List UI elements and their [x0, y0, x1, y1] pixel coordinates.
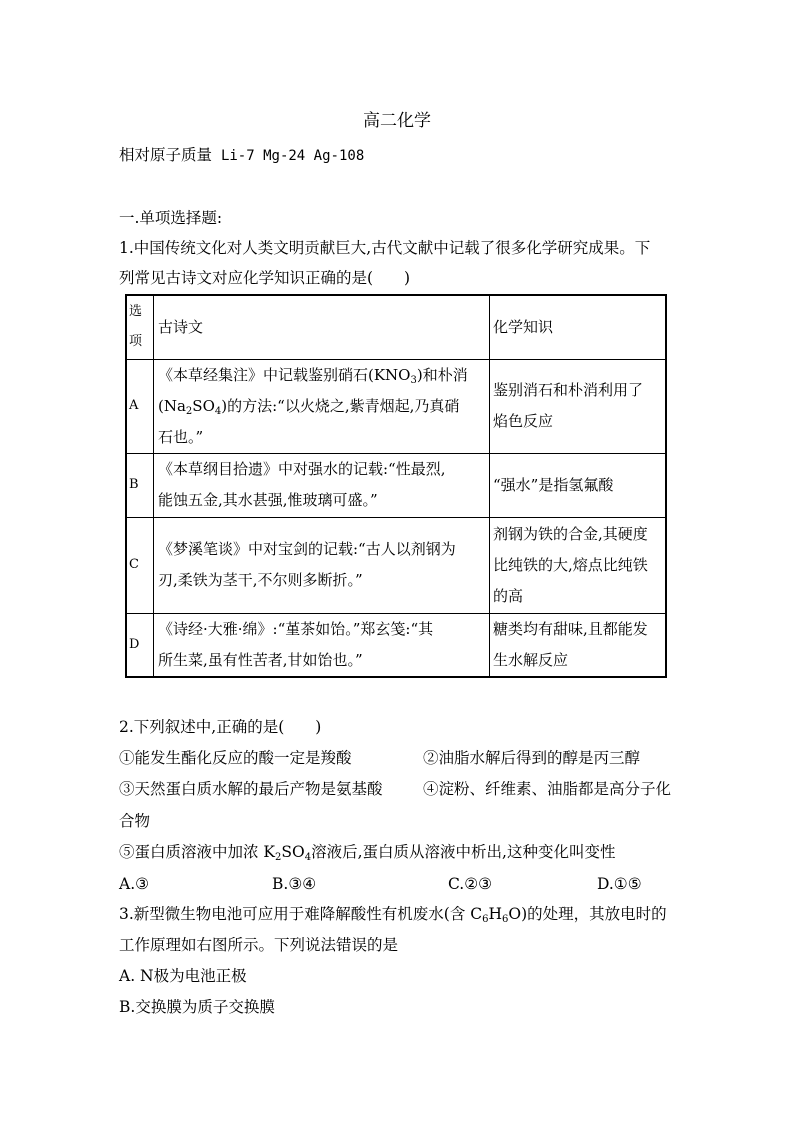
poem-text: (Na	[158, 396, 186, 415]
poem-text: )和朴消	[416, 365, 468, 384]
q2-choice-d: D.①⑤	[597, 875, 642, 893]
q2-stem: 2.下列叙述中,正确的是( )	[119, 718, 322, 736]
section-heading: 一.单项选择题:	[119, 209, 223, 227]
poem-line	[158, 391, 486, 422]
q2-statement-2: ②油脂水解后得到的醇是丙三醇	[423, 749, 641, 767]
atomic-mass-line	[119, 145, 364, 166]
table-header-row	[126, 295, 666, 359]
row-poem	[154, 613, 490, 677]
subscript: 2	[275, 852, 282, 863]
q2-choice-a: A.③	[119, 875, 150, 893]
row-poem	[154, 453, 490, 517]
knowledge-line: 鉴别消石和朴消利用了	[493, 381, 644, 399]
row-knowledge	[490, 453, 667, 517]
q2-statement-4-line2: 合物	[119, 812, 151, 830]
poem-line: 石也。”	[158, 427, 204, 446]
q3-stem-line1	[119, 904, 667, 924]
knowledge-line: 焰色反应	[493, 412, 554, 430]
q3-option-b: B.交换膜为质子交换膜	[119, 998, 275, 1016]
row-poem	[154, 359, 490, 453]
poem-line: 所生菜,虽有性苦者,甘如饴也。”	[158, 650, 363, 669]
atomic-mass-label: 相对原子质量	[119, 146, 213, 164]
q1-table	[125, 294, 667, 678]
stem-text: O)的处理，其放电时的	[508, 905, 667, 923]
header-option-cell	[126, 295, 154, 359]
q2-choice-c: C.②③	[448, 875, 493, 893]
q2-statement-1: ①能发生酯化反应的酸一定是羧酸	[119, 749, 352, 767]
subscript: 4	[214, 405, 222, 417]
subscript: 3	[410, 374, 417, 386]
knowledge-line: 生水解反应	[493, 650, 569, 669]
statement-text: ⑤蛋白质溶液中加浓 K	[119, 843, 276, 861]
poem-line	[158, 360, 486, 391]
q2-statement-3: ③天然蛋白质水解的最后产物是氨基酸	[119, 780, 383, 798]
knowledge-line: 比纯铁的大,熔点比纯铁	[493, 555, 648, 574]
table-row	[126, 517, 666, 613]
row-knowledge	[490, 613, 667, 677]
q2-statement-4-line1: ④淀粉、纤维素、油脂都是高分子化	[423, 780, 672, 798]
table-row	[126, 359, 666, 453]
q1-stem-line1: 1.中国传统文化对人类文明贡献巨大,古代文献中记载了很多化学研究成果。下	[119, 239, 651, 257]
atomic-mass-values: Li-7 Mg-24 Ag-108	[220, 148, 365, 164]
row-knowledge	[490, 359, 667, 453]
poem-line: 刃,柔铁为茎干,不尔则多断折。”	[158, 571, 363, 589]
poem-line: 《诗经·大雅·绵》:“堇茶如饴。”郑玄笺:“其	[158, 619, 434, 638]
q1-stem-line2: 列常见古诗文对应化学知识正确的是( )	[119, 269, 411, 287]
subscript: 6	[502, 914, 509, 925]
poem-line: 《梦溪笔谈》中对宝剑的记载:“古人以剂钢为	[158, 540, 456, 558]
poem-text: )的方法:“以火烧之,紫青烟起,乃真硝	[221, 396, 460, 415]
row-option: C	[126, 517, 154, 613]
poem-text: SO	[192, 396, 215, 415]
subscript: 2	[185, 405, 193, 417]
q3-stem-line2: 工作原理如右图所示。下列说法错误的是	[119, 936, 399, 954]
poem-line: 能蚀五金,其水甚强,惟玻璃可盛。”	[158, 491, 378, 509]
stem-text: 3.新型微生物电池可应用于难降解酸性有机废水(含 C	[119, 905, 483, 923]
header-knowledge: 化学知识	[490, 295, 667, 359]
table-row	[126, 613, 666, 677]
knowledge-line: “强水”是指氢氟酸	[493, 475, 614, 494]
page-title: 高二化学	[363, 111, 431, 131]
row-option: D	[126, 613, 154, 677]
row-poem	[154, 517, 490, 613]
statement-text: SO	[281, 843, 305, 861]
row-option: A	[126, 359, 154, 453]
knowledge-line: 糖类均有甜味,且都能发	[493, 619, 648, 638]
poem-line: 《本草纲目拾遗》中对强水的记载:“性最烈,	[158, 460, 446, 478]
poem-text: 《本草经集注》中记载鉴别硝石(KNO	[158, 365, 411, 384]
header-option-2: 项	[129, 334, 143, 350]
row-option: B	[126, 453, 154, 517]
knowledge-line: 的高	[493, 586, 524, 605]
row-knowledge	[490, 517, 667, 613]
header-poem: 古诗文	[154, 295, 490, 359]
q2-choice-b: B.③④	[272, 875, 317, 893]
knowledge-line: 剂钢为铁的合金,其硬度	[493, 524, 648, 543]
subscript: 6	[482, 914, 489, 925]
header-option-1: 选	[129, 304, 143, 320]
table-row	[126, 453, 666, 517]
q2-statement-5	[119, 842, 615, 862]
stem-text: H	[488, 905, 503, 923]
q3-option-a: A. N极为电池正极	[119, 967, 247, 985]
subscript: 4	[304, 852, 312, 863]
statement-text: 溶液后,蛋白质从溶液中析出,这种变化叫变性	[311, 843, 616, 861]
